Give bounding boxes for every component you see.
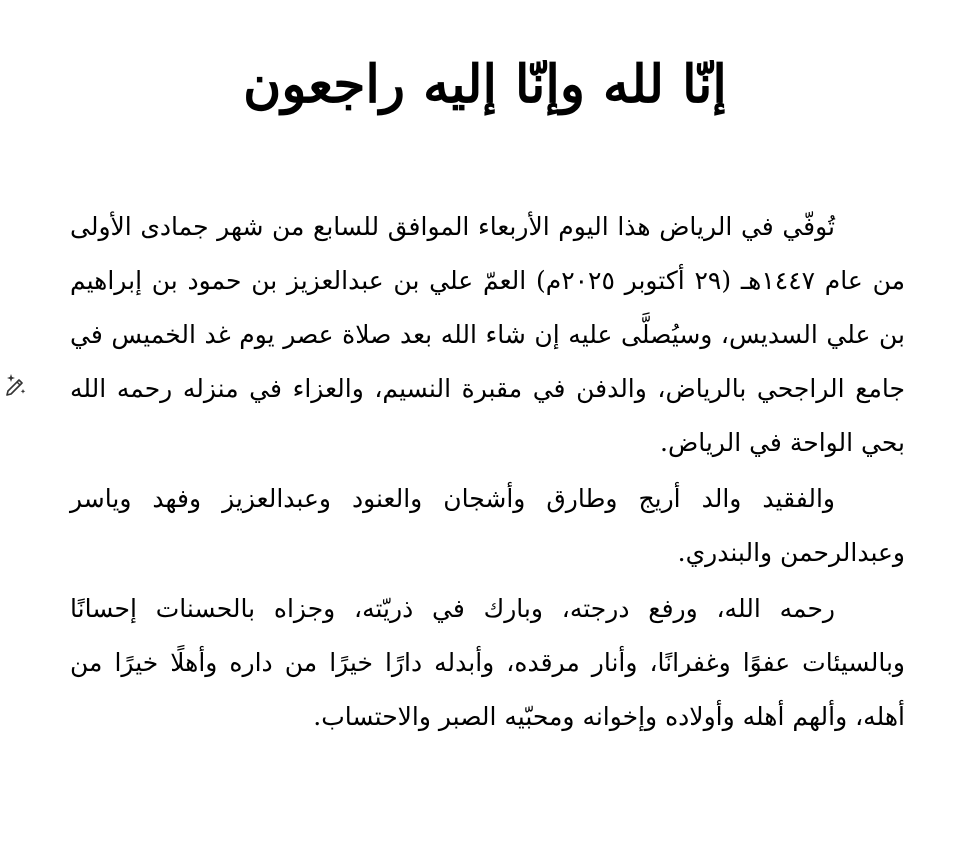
paragraph-announcement: تُوفّي في الرياض هذا اليوم الأربعاء الموافق للسابع من شهر جمادى الأولى من عام ١٤٤٧هـ (٢٩ أكتوبر ٢٠٢٥م) العمّ علي بن عبدالعزيز بن حمود بن إبراهيم بن علي السديس، وسيُصلَّى عليه إن شاء الله بعد صلاة عصر يوم غد الخميس في جامع الراجحي بالرياض، والدفن في مقبرة النسيم، والعزاء في منزله رحمه الله بحي الواحة في الرياض. <box>70 212 905 457</box>
document-body <box>70 200 905 746</box>
paragraph-children: والفقيد والد أريج وطارق وأشجان والعنود وعبدالعزيز وفهد وياسر وعبدالرحمن والبندري. <box>70 484 905 567</box>
document-title: إنّا لله وإنّا إليه راجعون <box>243 54 727 115</box>
paragraph-prayer: رحمه الله، ورفع درجته، وبارك في ذريّته، وجزاه بالحسنات إحسانًا وبالسيئات عفوًا وغفرانًا، وأنار مرقده، وأبدله دارًا خيرًا من داره وأهلًا خيرًا من أهله، وألهم أهله وأولاده وإخوانه ومحبّيه الصبر والاحتساب. <box>70 594 905 731</box>
edit-sparkle-icon-graphic <box>2 370 30 398</box>
edit-sparkle-icon[interactable] <box>2 370 30 398</box>
